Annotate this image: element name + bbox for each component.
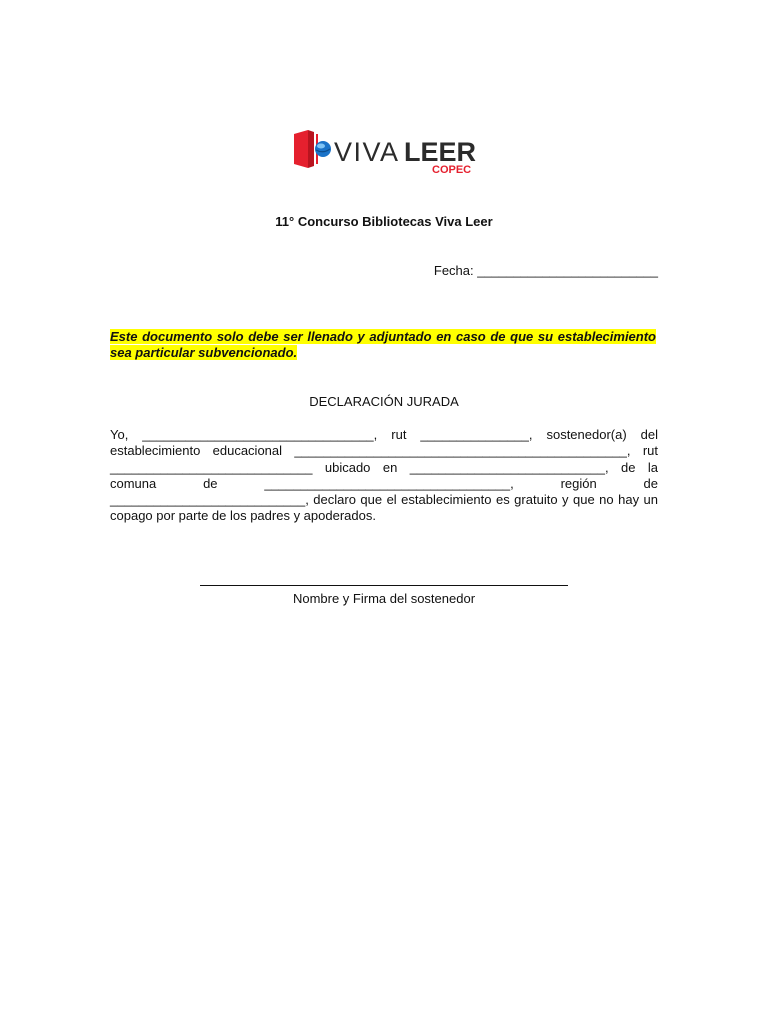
signature-label: Nombre y Firma del sostenedor	[292, 591, 476, 606]
logo-brand-light: VIVA	[334, 137, 400, 167]
declaration-body: Yo, ________________________________, rut _______________, sostenedor(a) del establecimiento educacional ______________________________________________, rut ____________________________ ubicado en ___________________________, de la comuna de __________________________________, región de ___________________________, declaro que el establecimiento es gratuito y que no hay un copago por parte de los padres y apoderados.	[110, 427, 658, 524]
document-title: 11° Concurso Bibliotecas Viva Leer	[275, 214, 493, 229]
logo-brand-bold: LEER	[404, 137, 477, 167]
notice-highlighted	[110, 329, 656, 361]
fecha-field: Fecha: _________________________	[433, 263, 658, 278]
logo-sub: COPEC	[432, 164, 472, 174]
viva-leer-copec-logo	[292, 128, 478, 174]
notice-text: Este documento solo debe ser llenado y adjuntado en caso de que su establecimiento sea particular subvencionado.	[110, 329, 656, 360]
declaration-heading: DECLARACIÓN JURADA	[309, 394, 459, 409]
signature-line	[200, 585, 568, 586]
